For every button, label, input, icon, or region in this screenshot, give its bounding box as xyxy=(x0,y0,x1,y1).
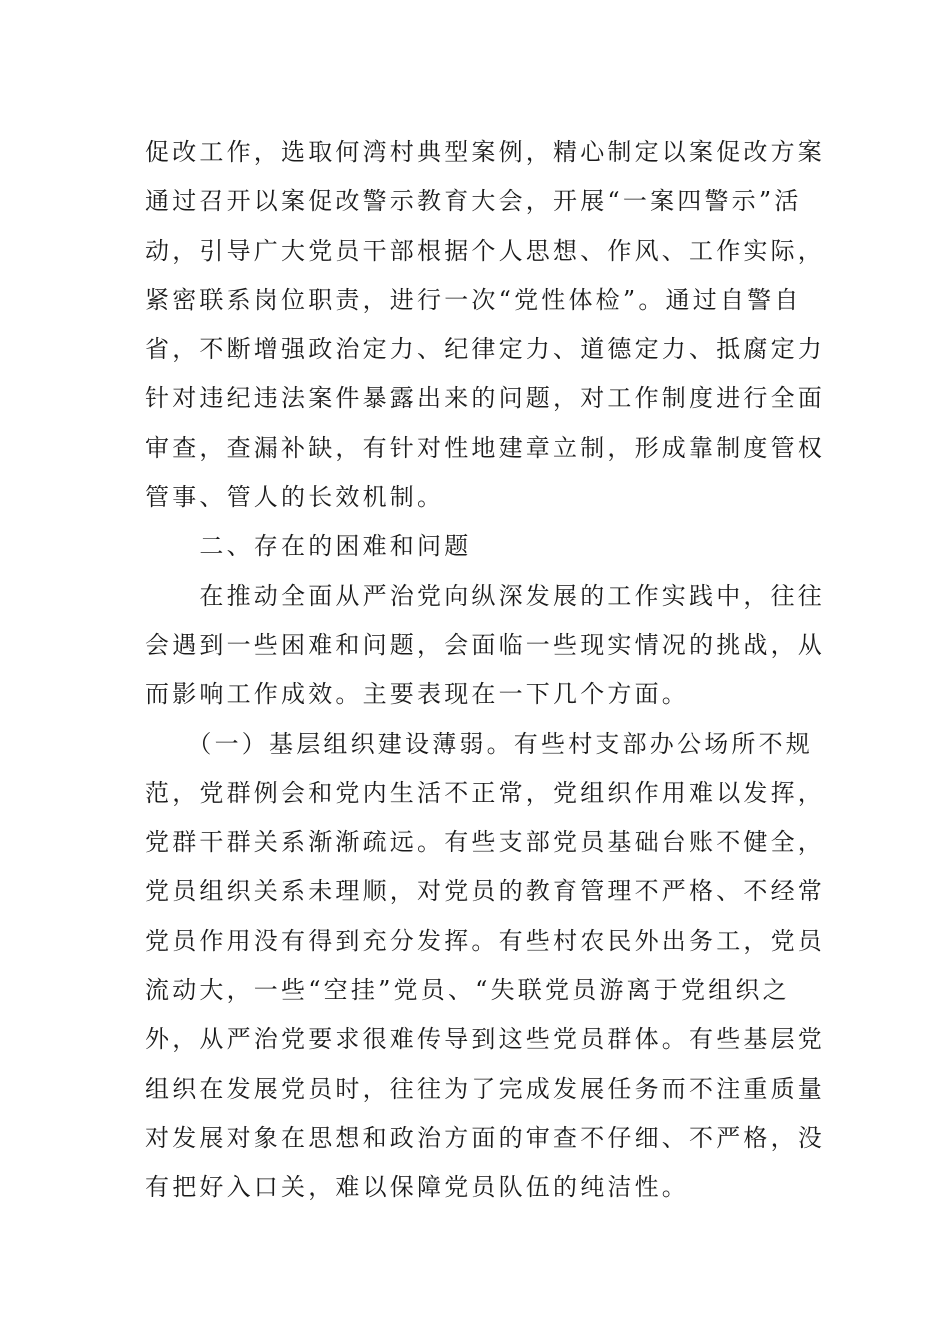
text-line-1: 促改工作，选取何湾村典型案例，精心制定以案促改方案 xyxy=(145,138,825,166)
text-line-2: 通过召开以案促改警示教育大会，开展“一案四警示”活 xyxy=(145,187,802,216)
text-line-13: （一）基层组织建设薄弱。有些村支部办公场所不规 xyxy=(145,729,813,758)
text-line-17: 党员作用没有得到充分发挥。有些村农民外出务工，党员 xyxy=(145,926,825,955)
text-line-15: 党群干群关系渐渐疏远。有些支部党员基础台账不健全， xyxy=(145,828,825,857)
text-line-8: 管事、管人的长效机制。 xyxy=(145,483,445,512)
text-line-7: 审查，查漏补缺，有针对性地建章立制，形成靠制度管权 xyxy=(145,433,825,462)
text-line-12: 而影响工作成效。主要表现在一下几个方面。 xyxy=(145,680,689,709)
document-body xyxy=(145,128,825,1213)
text-line-19: 外，从严治党要求很难传导到这些党员群体。有些基层党 xyxy=(145,1025,825,1054)
text-line-16: 党员组织关系未理顺，对党员的教育管理不严格、不经常 xyxy=(145,877,825,906)
text-line-3: 动，引导广大党员干部根据个人思想、作风、工作实际， xyxy=(145,236,825,265)
text-line-22: 有把好入口关，难以保障党员队伍的纯洁性。 xyxy=(145,1173,689,1202)
section-heading: 二、存在的困难和问题 xyxy=(145,532,472,561)
text-line-5: 省，不断增强政治定力、纪律定力、道德定力、抵腐定力 xyxy=(145,335,825,364)
text-line-14: 范，党群例会和党内生活不正常，党组织作用难以发挥， xyxy=(145,778,825,807)
text-line-6: 针对违纪违法案件暴露出来的问题，对工作制度进行全面 xyxy=(145,384,825,413)
text-line-20: 组织在发展党员时，往往为了完成发展任务而不注重质量 xyxy=(145,1074,825,1103)
text-line-4: 紧密联系岗位职责，进行一次“党性体检”。通过自警自 xyxy=(145,285,802,314)
text-line-21: 对发展对象在思想和政治方面的审查不仔细、不严格，没 xyxy=(145,1123,825,1152)
text-line-18: 流动大，一些“空挂”党员、“失联党员游离于党组织之 xyxy=(145,976,790,1005)
text-line-11: 会遇到一些困难和问题，会面临一些现实情况的挑战，从 xyxy=(145,630,825,659)
text-line-10: 在推动全面从严治党向纵深发展的工作实践中，往往 xyxy=(145,581,825,610)
